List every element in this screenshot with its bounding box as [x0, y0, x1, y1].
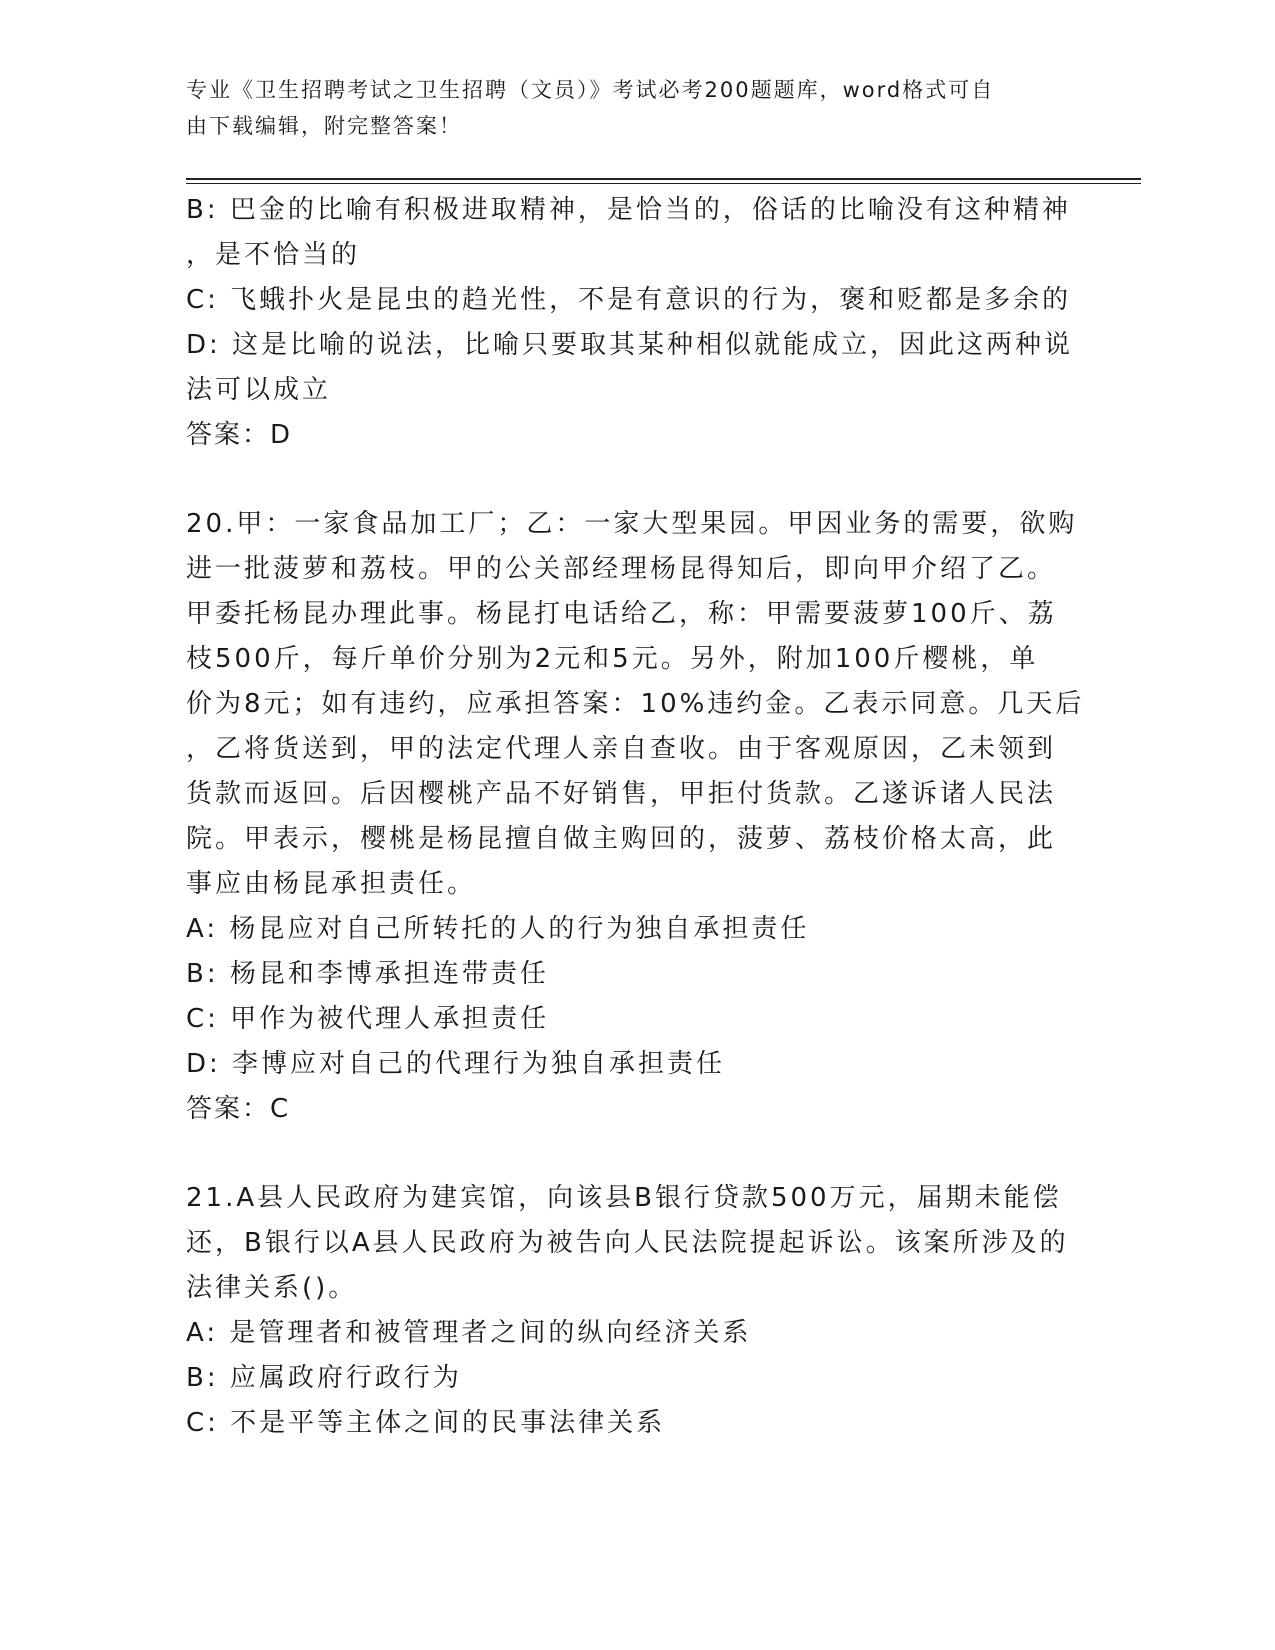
q20-stem-line: 货款而返回。后因樱桃产品不好销售，甲拒付货款。乙遂诉诸人民法	[186, 779, 1057, 809]
q20-stem-line: 事应由杨昆承担责任。	[186, 869, 477, 899]
q20-stem-line: 20.甲：一家食品加工厂；乙：一家大型果园。甲因业务的需要，欲购	[186, 509, 1078, 539]
q19-option-c: C: 飞蛾扑火是昆虫的趋光性，不是有意识的行为，褒和贬都是多余的	[186, 285, 1072, 315]
header-line-1: 专业《卫生招聘考试之卫生招聘（文员）》考试必考200题题库，word格式可自	[186, 78, 995, 102]
question-21	[186, 1176, 1076, 1446]
q20-option-a: A: 杨昆应对自己所转托的人的行为独自承担责任	[186, 914, 810, 944]
q21-option-b: B: 应属政府行政行为	[186, 1363, 462, 1393]
q19-option-b-line-1: B: 巴金的比喻有积极进取精神，是恰当的，俗话的比喻没有这种精神	[186, 195, 1071, 225]
q21-stem-line: 法律关系()。	[186, 1273, 358, 1303]
q21-stem-line: 21.A县人民政府为建宾馆，向该县B银行贷款500万元，届期未能偿	[186, 1183, 1062, 1213]
header-line-2: 由下载编辑，附完整答案！	[186, 114, 462, 138]
document-body	[186, 188, 1085, 1446]
header-rule-thin	[186, 183, 1141, 184]
question-20	[186, 502, 1085, 1132]
q20-answer: 答案：C	[186, 1094, 291, 1124]
q20-option-d: D: 李博应对自己的代理行为独自承担责任	[186, 1049, 726, 1079]
q19-answer: 答案：D	[186, 420, 293, 450]
page-header	[186, 72, 1066, 144]
question-19-tail	[186, 188, 1076, 458]
q21-option-c: C: 不是平等主体之间的民事法律关系	[186, 1408, 666, 1438]
q21-option-a: A: 是管理者和被管理者之间的纵向经济关系	[186, 1318, 752, 1348]
q19-option-d-line-1: D: 这是比喻的说法，比喻只要取其某种相似就能成立，因此这两种说	[186, 330, 1074, 360]
q20-stem-line: 甲委托杨昆办理此事。杨昆打电话给乙，称：甲需要菠萝100斤、荔	[186, 599, 1057, 629]
q21-stem-line: 还，B银行以A县人民政府为被告向人民法院提起诉讼。该案所涉及的	[186, 1228, 1069, 1258]
q20-stem-line: 进一批菠萝和荔枝。甲的公关部经理杨昆得知后，即向甲介绍了乙。	[186, 554, 1057, 584]
header-rule-thick	[186, 178, 1141, 180]
q20-option-c: C: 甲作为被代理人承担责任	[186, 1004, 550, 1034]
q20-option-b: B: 杨昆和李博承担连带责任	[186, 959, 549, 989]
q20-stem-line: 枝500斤，每斤单价分别为2元和5元。另外，附加100斤樱桃，单	[186, 644, 1039, 674]
q20-stem-line: 价为8元；如有违约，应承担答案：10%违约金。乙表示同意。几天后	[186, 689, 1085, 719]
q19-option-b-line-2: ，是不恰当的	[186, 240, 361, 270]
q19-option-d-line-2: 法可以成立	[186, 375, 332, 405]
q20-stem-line: 院。甲表示，樱桃是杨昆擅自做主购回的，菠萝、荔枝价格太高，此	[186, 824, 1057, 854]
q20-stem-line: ，乙将货送到，甲的法定代理人亲自查收。由于客观原因，乙未领到	[186, 734, 1057, 764]
